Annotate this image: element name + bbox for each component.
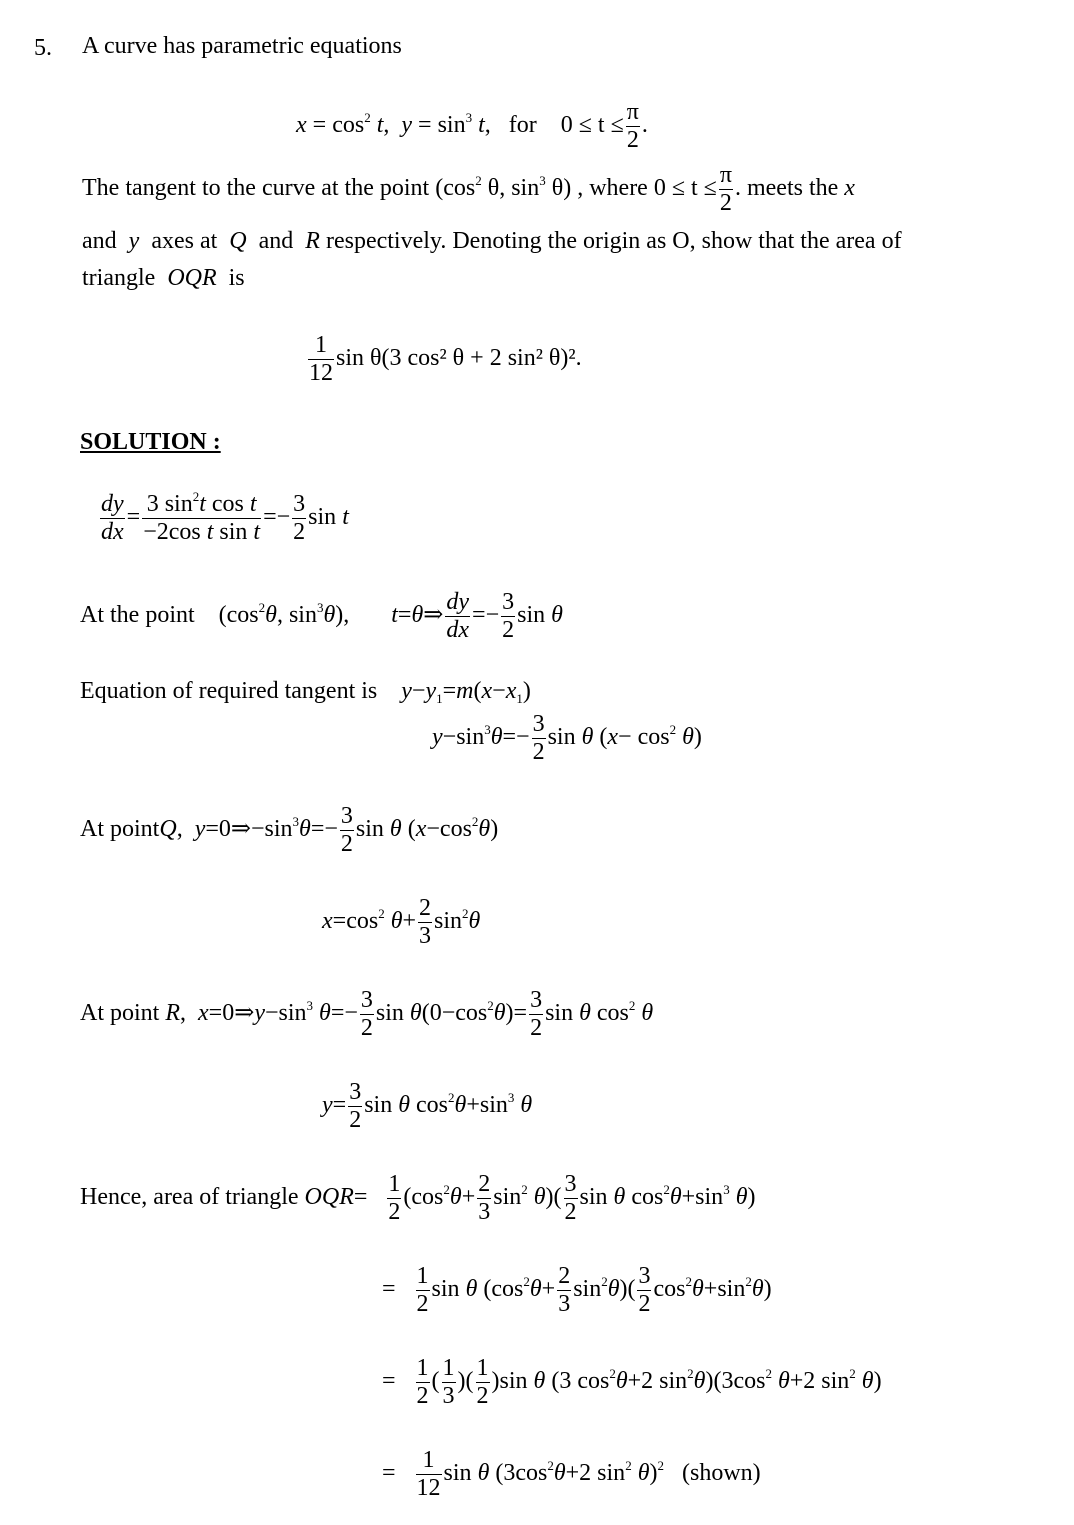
- point-r-line: At point R, $x=0\Rightarrow y-\sin^3$ θ=− $\frac{3}{2}$ $\sin \theta(0-\cos^2\theta)=$ $\frac{3}{2}$ sin θ $\cos^2 \theta$: [80, 987, 654, 1042]
- area-step-3: = $\frac{1}{2}$ ( $\frac{1}{3}$ )( $\frac{1}{2}$ )sin θ (3 $\cos^2\theta+2$ $\sin^2\theta)(3\cos^2$ θ+2 $\sin^2 \theta$): [382, 1355, 882, 1410]
- point-q-line: At pointQ, $y=0\Rightarrow-\sin^3\theta=-$ $\frac{3}{2}$ sin θ $(x-\cos^2\theta)$: [80, 803, 499, 858]
- tangent-statement-line3: triangle OQR is: [82, 265, 245, 291]
- area-formula: $\frac{1}{12}$ sin θ(3 cos² θ + 2 sin² θ)².: [309, 332, 582, 387]
- derivative-line: $\frac{dy}{dx}$ = $\frac{3 \sin^2t \cos t}{\text{−2cos t sin t}}$ =− $\frac{3}{2}$ sin t: [101, 489, 349, 546]
- tangent-equation-label: Equation of required tangent is $y-y_1=m(x-x_1)$: [80, 678, 531, 706]
- area-step-4: = $\frac{1}{12}$ sin θ ($3\cos^2\theta+2$ $\sin^2 \theta)^2$ (shown): [382, 1447, 761, 1502]
- solution-heading: SOLUTION :: [80, 429, 221, 455]
- area-step-2: = $\frac{1}{2}$ sin θ ($\cos^2\theta+$ $\frac{2}{3}$ $\sin^2\theta$)( $\frac{3}{2}$ $\cos^2\theta+\sin^2\theta$): [382, 1263, 772, 1318]
- question-number: 5.: [34, 35, 52, 61]
- at-point-line: At the point ($\cos^2\theta$, $\sin^3\theta$), t=θ⇒ $\frac{dy}{dx}$ =− $\frac{3}{2}$ sin θ: [80, 589, 563, 644]
- area-step-1: Hence, area of triangle OQR= $\frac{1}{2}$ ($\cos^2\theta+$ $\frac{2}{3}$ $\sin^2 \theta$)( $\frac{3}{2}$ sin θ $\cos^2\theta+\sin^3$ θ): [80, 1171, 756, 1226]
- tangent-statement-line2: and y axes at Q and R respectively. Denoting the origin as O, show that the area of: [82, 228, 902, 254]
- point-q-x: $x=\cos^2$ θ+ $\frac{2}{3}$ $\sin^2\theta$: [322, 895, 481, 950]
- tangent-equation-line2: $y-\sin^3\theta=-$ $\frac{3}{2}$ sin θ $(x- \cos^2 \theta)$: [432, 711, 702, 766]
- question-intro: A curve has parametric equations: [82, 33, 402, 59]
- point-r-y: y= $\frac{3}{2}$ sin θ $\cos^2\theta+\sin^3$ θ: [322, 1079, 533, 1134]
- parametric-equations: $x = \cos^2 t$, $y = \sin^3 t$, for 0 ≤ t ≤ $\frac{\pi}{2}$ .: [296, 99, 648, 154]
- tangent-statement-line1: The tangent to the curve at the point ($\cos^2$ θ, $\sin^3 \theta$) , where 0 ≤ t ≤ $\frac{\pi}{2}$ . meets the x: [82, 162, 855, 217]
